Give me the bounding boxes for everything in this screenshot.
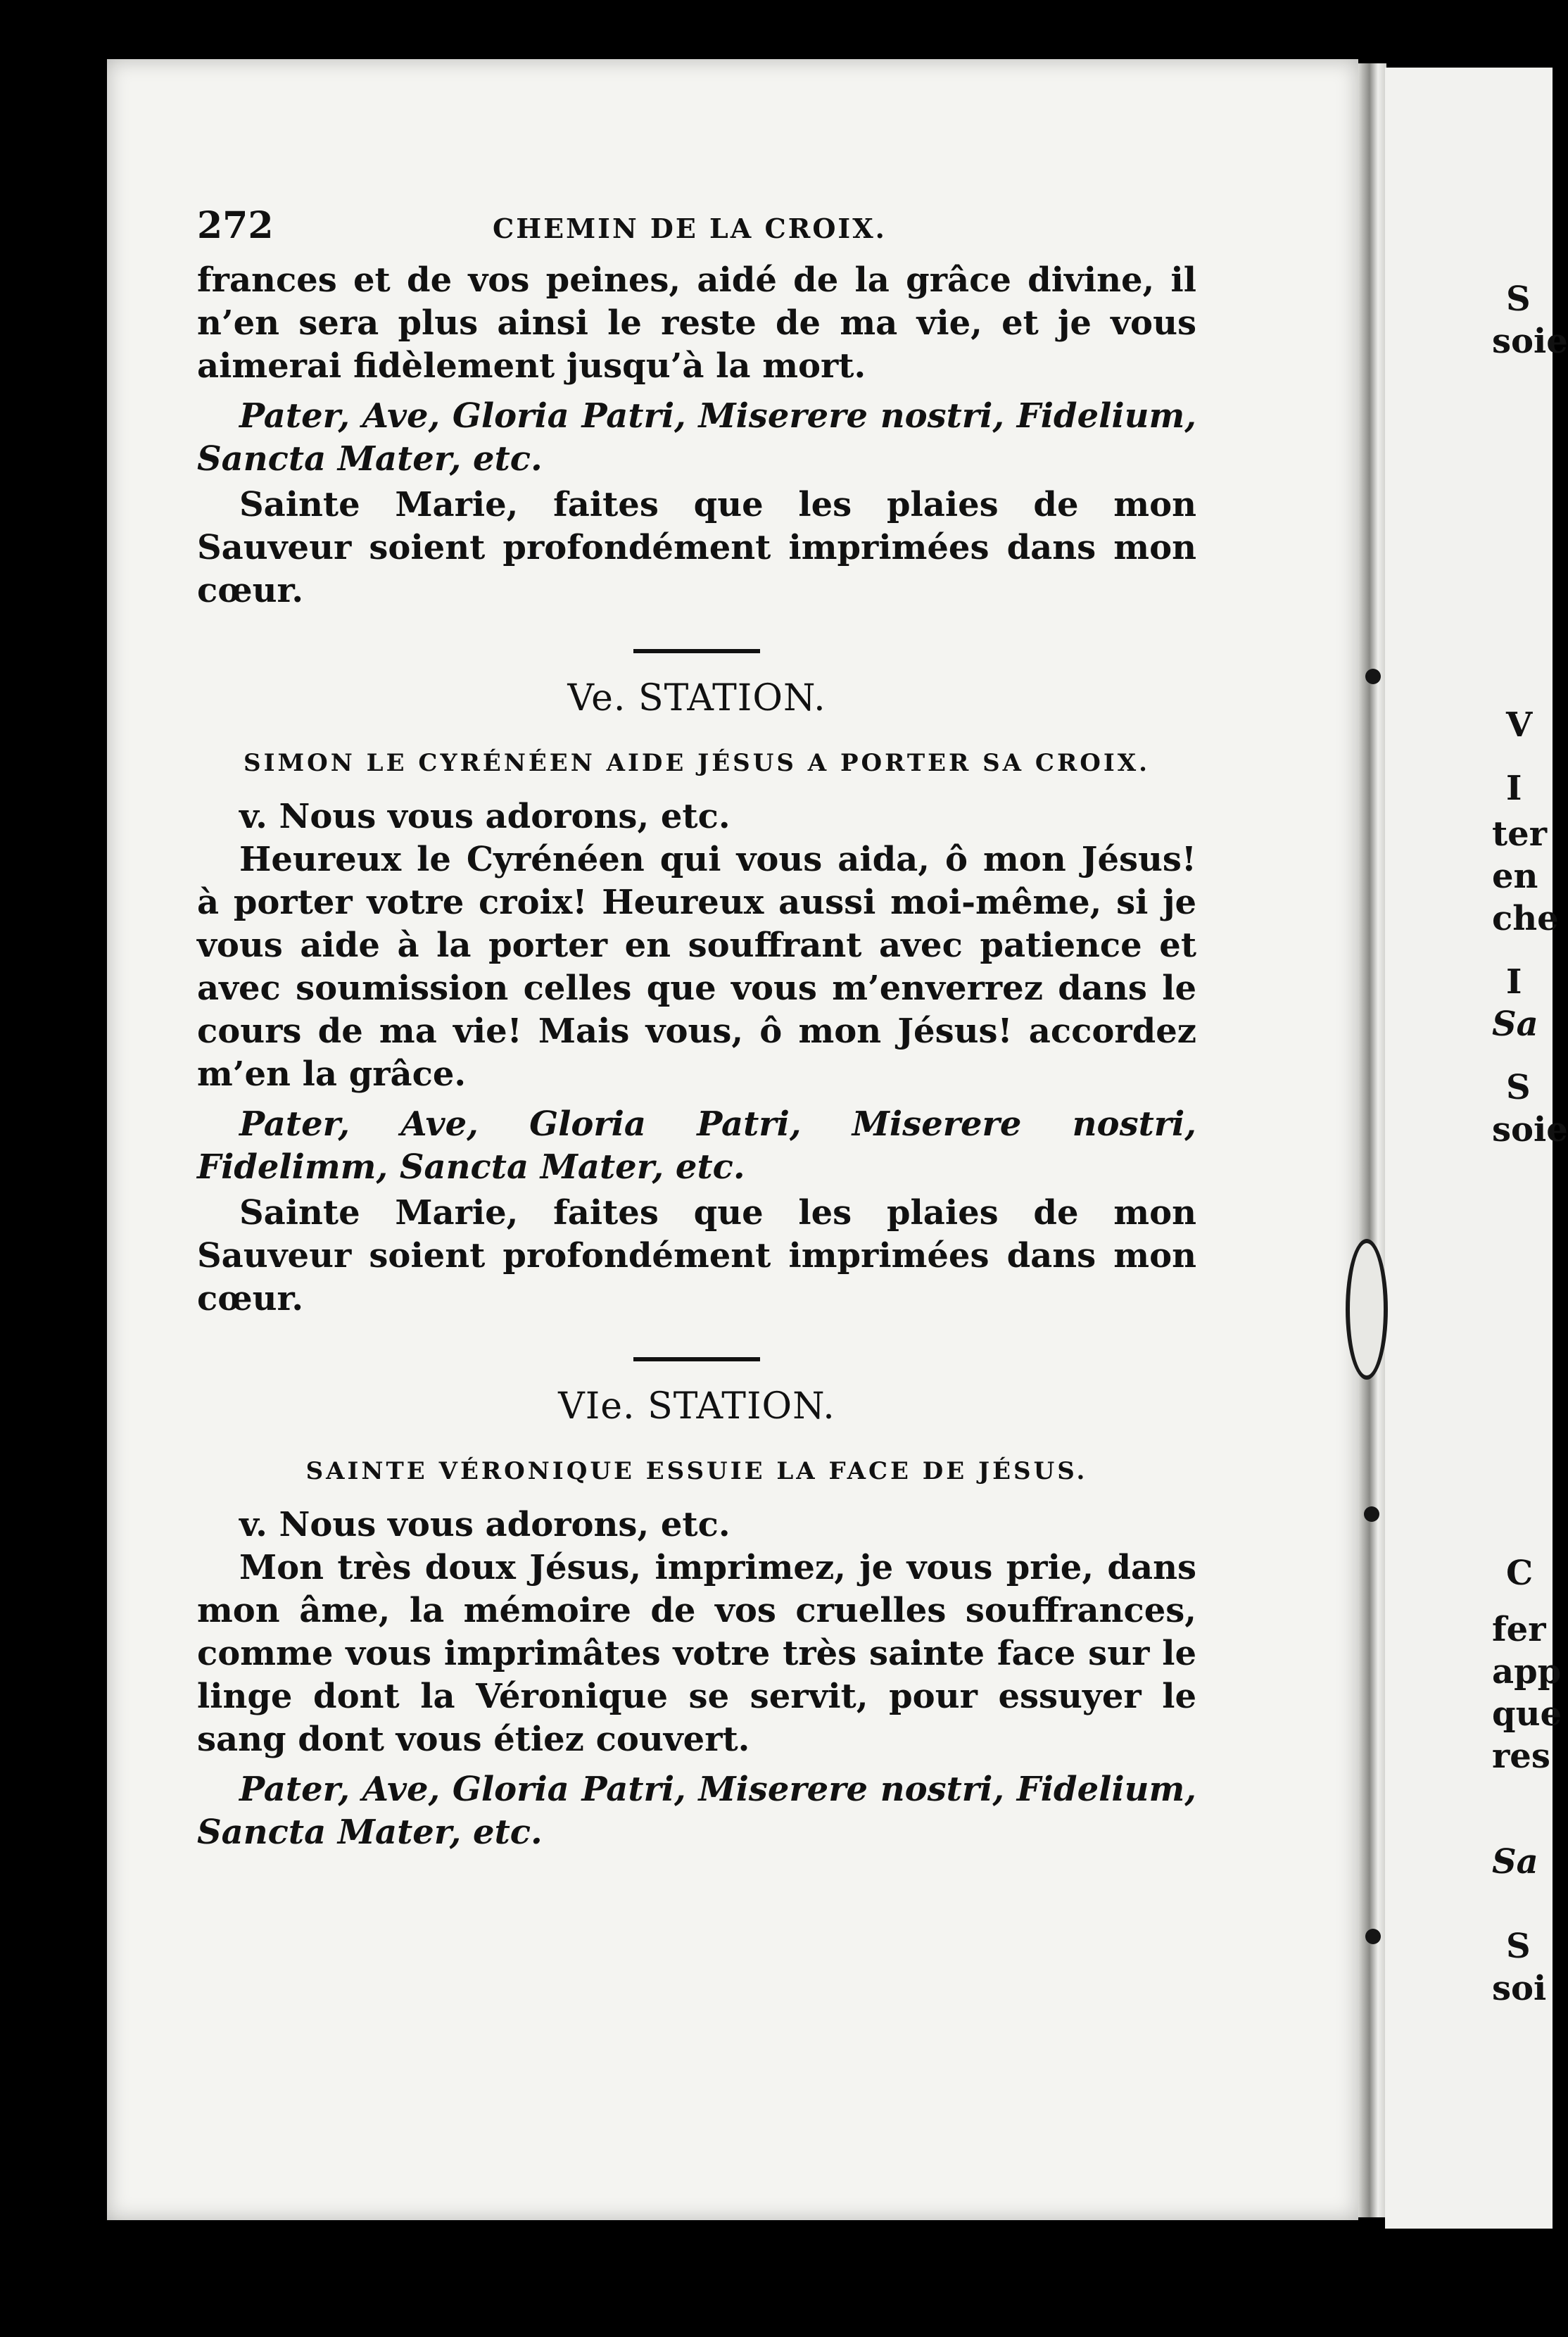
facing-fragment: C: [1506, 1554, 1534, 1593]
book-gutter: [1358, 63, 1386, 2217]
opening-prayer: Pater, Ave, Gloria Patri, Miserere nostri, Fidelium, Sancta Mater, etc.: [197, 396, 1196, 479]
binding-thread-bead: [1365, 669, 1381, 684]
facing-fragment: che: [1492, 899, 1559, 938]
station-5-prayer: Pater, Ave, Gloria Patri, Miserere nostri, Fidelimm, Sancta Mater, etc.: [197, 1104, 1196, 1187]
page-number: 272: [197, 204, 274, 247]
station-5-versicle: v. Nous vous adorons, etc.: [239, 797, 731, 836]
station-6-meditation: Mon très doux Jésus, imprimez, je vous prie, dans mon âme, la mémoire de vos cruelles souffrances, comme vous imprimâtes votre très sainte face sur le linge dont la Véronique se servit, pour essuyer le sang dont vous étiez couvert.: [197, 1548, 1196, 1759]
facing-fragment: fer: [1492, 1610, 1546, 1649]
page-text: [197, 204, 1196, 1854]
facing-fragment: soi: [1492, 1969, 1547, 2008]
station-6-prayer: Pater, Ave, Gloria Patri, Miserere nostri, Fidelium, Sancta Mater, etc.: [197, 1770, 1196, 1852]
facing-fragment: res: [1492, 1737, 1550, 1776]
station-5-heading: Ve. STATION.: [567, 677, 826, 719]
station-5-subtitle: SIMON LE CYRÉNÉEN AIDE JÉSUS A PORTER SA CROIX.: [244, 749, 1150, 777]
facing-fragment: I: [1506, 962, 1522, 1002]
binding-thread-bead: [1364, 1506, 1379, 1522]
facing-fragment: Sa: [1492, 1004, 1538, 1044]
facing-fragment: en: [1492, 857, 1538, 896]
running-head: [197, 204, 1196, 259]
station-5-invocation: Sainte Marie, faites que les plaies de mon Sauveur soient profondément imprimées dans mon cœur.: [197, 1193, 1196, 1318]
station-6-heading: VIe. STATION.: [558, 1385, 835, 1428]
station-6-versicle: v. Nous vous adorons, etc.: [239, 1505, 731, 1544]
facing-fragment: soie: [1492, 322, 1568, 361]
facing-fragment: que: [1492, 1694, 1562, 1734]
facing-fragment: Sa: [1492, 1842, 1538, 1882]
facing-fragment: S: [1506, 279, 1531, 319]
section-rule: [633, 649, 760, 653]
station-5-meditation: Heureux le Cyrénéen qui vous aida, ô mon Jésus! à porter votre croix! Heureux aussi moi-même, si je vous aide à la porter en souffrant avec patience et avec soumission celles que vous m’enverrez dans le cours de ma vie! Mais vous, ô mon Jésus! accordez m’en la grâce.: [197, 840, 1196, 1094]
station-6-subtitle: SAINTE VÉRONIQUE ESSUIE LA FACE DE JÉSUS.: [305, 1457, 1088, 1485]
running-title: CHEMIN DE LA CROIX.: [493, 213, 887, 244]
facing-fragment: soie: [1492, 1110, 1568, 1149]
facing-fragment: app: [1492, 1652, 1562, 1692]
opening-paragraph: frances et de vos peines, aidé de la grâce divine, il n’en sera plus ainsi le reste de ma vie, et je vous aimerai fidèlement jusqu’à la mort.: [197, 260, 1196, 386]
binding-thread-knot: [1346, 1239, 1388, 1380]
facing-fragment: ter: [1492, 814, 1547, 854]
binding-thread-bead: [1365, 1929, 1381, 1944]
section-rule: [633, 1357, 760, 1361]
opening-invocation: Sainte Marie, faites que les plaies de mon Sauveur soient profondément imprimées dans mon cœur.: [197, 485, 1196, 610]
facing-fragment: V: [1506, 705, 1533, 745]
facing-fragment: S: [1506, 1927, 1531, 1966]
facing-fragment: I: [1506, 769, 1522, 808]
facing-fragment: S: [1506, 1068, 1531, 1107]
